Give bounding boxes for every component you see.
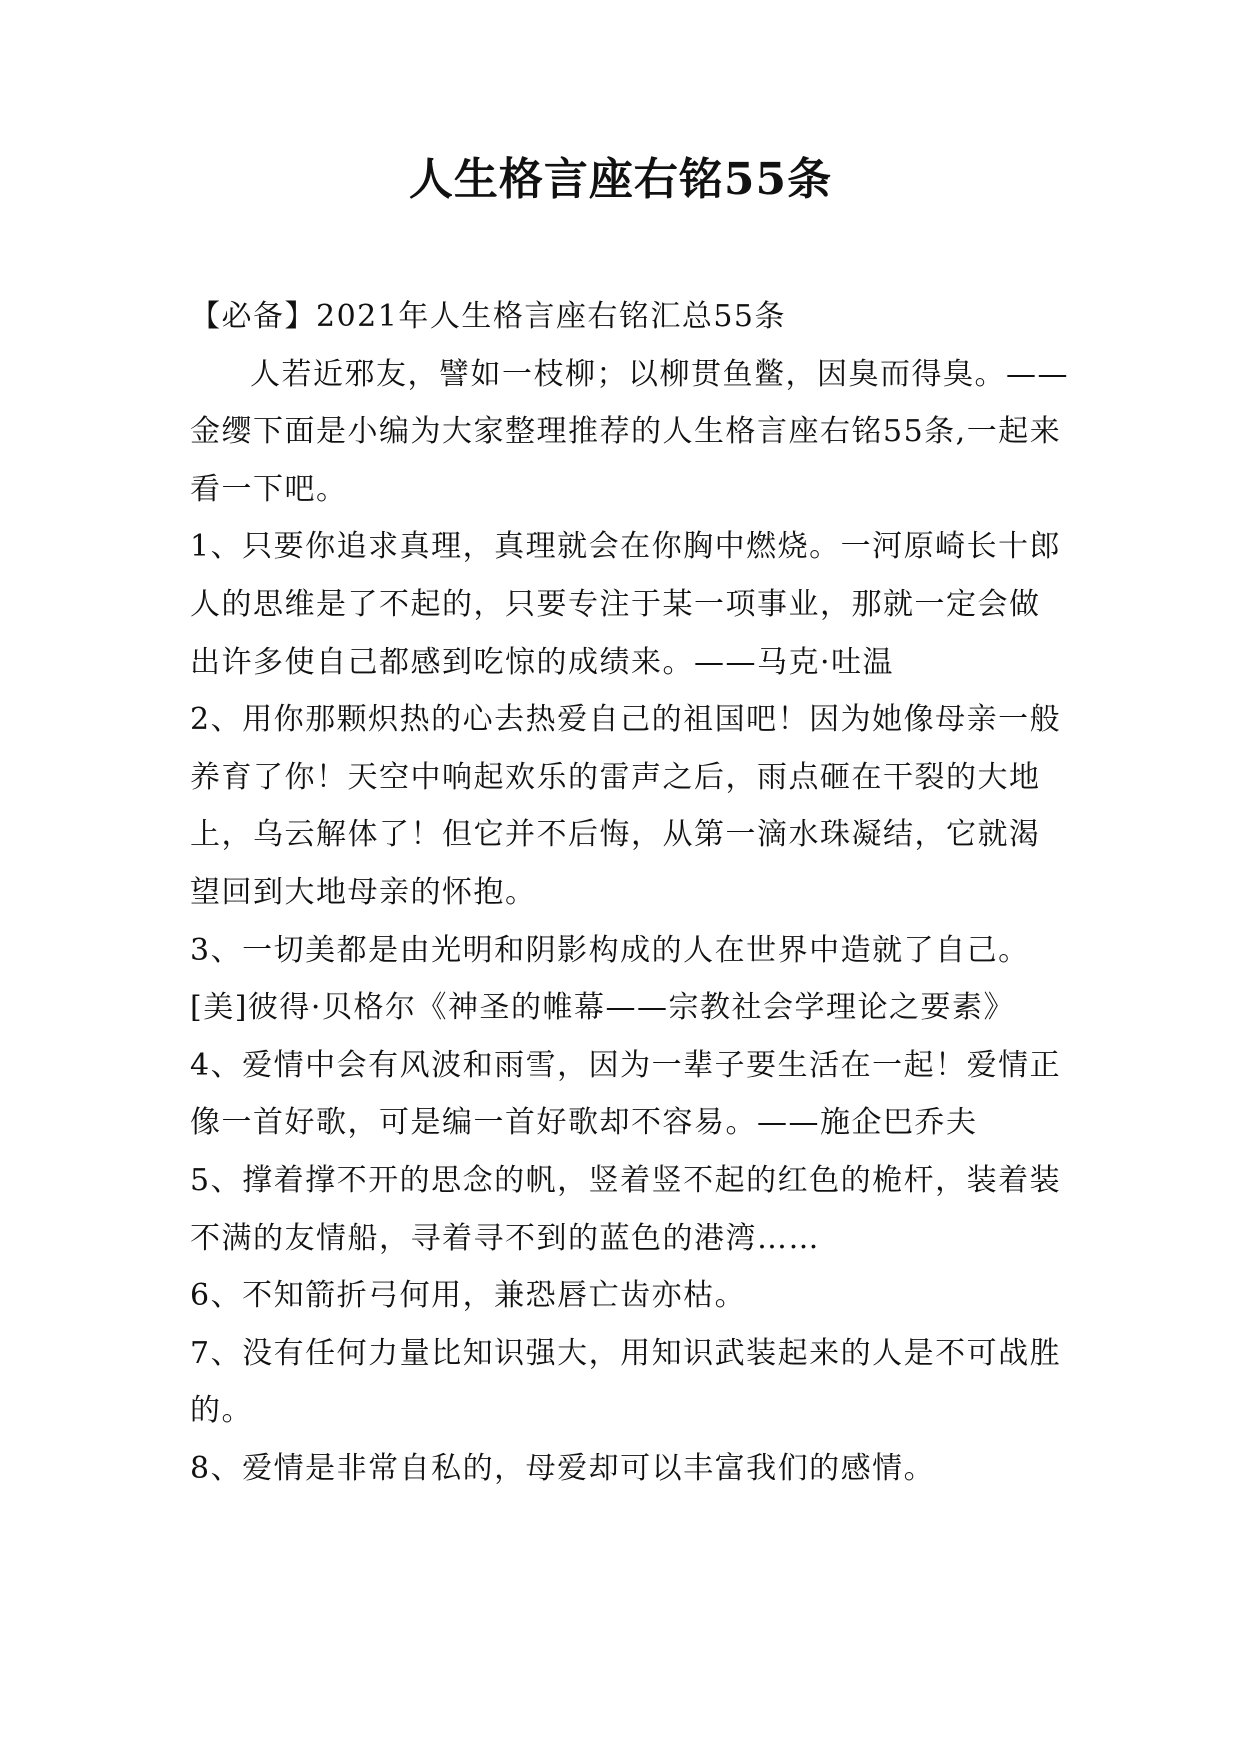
intro-heading: 【必备】2021年人生格言座右铭汇总55条 [190,299,787,334]
quote-item-6: 6、不知箭折弓何用，兼恐唇亡齿亦枯。 [190,1278,747,1314]
quote-item-8: 8、爱情是非常自私的，母爱却可以丰富我们的感情。 [190,1450,936,1486]
quote-item-5: 5、撑着撑不开的思念的帆，竖着竖不起的红色的桅杆，装着装不满的友情船，寻着寻不到的蓝色的港湾…… [190,1162,1062,1256]
quote-item-4: 4、爱情中会有风波和雨雪，因为一辈子要生活在一起！爱情正像一首好歌，可是编一首好歌却不容易。——施企巴乔夫 [190,1047,1062,1141]
intro-paragraph: 人若近邪友，譬如一枝柳；以柳贯鱼鳖，因臭而得臭。——金缨下面是小编为大家整理推荐的人生格言座右铭55条,一起来看一下吧。 [190,356,1069,507]
quote-item-2: 2、用你那颗炽热的心去热爱自己的祖国吧！因为她像母亲一般养育了你！天空中响起欢乐的雷声之后，雨点砸在干裂的大地上，乌云解体了！但它并不后悔，从第一滴水珠凝结，它就渴望回到大地母亲的怀抱。 [190,702,1062,910]
quote-item-3: 3、一切美都是由光明和阴影构成的人在世界中造就了自己。[美]彼得·贝格尔《神圣的帷幕——宗教社会学理论之要素》 [190,932,1030,1026]
document-body [190,288,1070,1497]
quote-item-1: 1、只要你追求真理，真理就会在你胸中燃烧。一河原崎长十郎人的思维是了不起的，只要专注于某一项事业，那就一定会做出许多使自己都感到吃惊的成绩来。——马克·吐温 [190,529,1062,680]
document-title: 人生格言座右铭55条 [408,154,833,205]
quote-item-7: 7、没有任何力量比知识强大，用知识武装起来的人是不可战胜的。 [190,1335,1062,1429]
